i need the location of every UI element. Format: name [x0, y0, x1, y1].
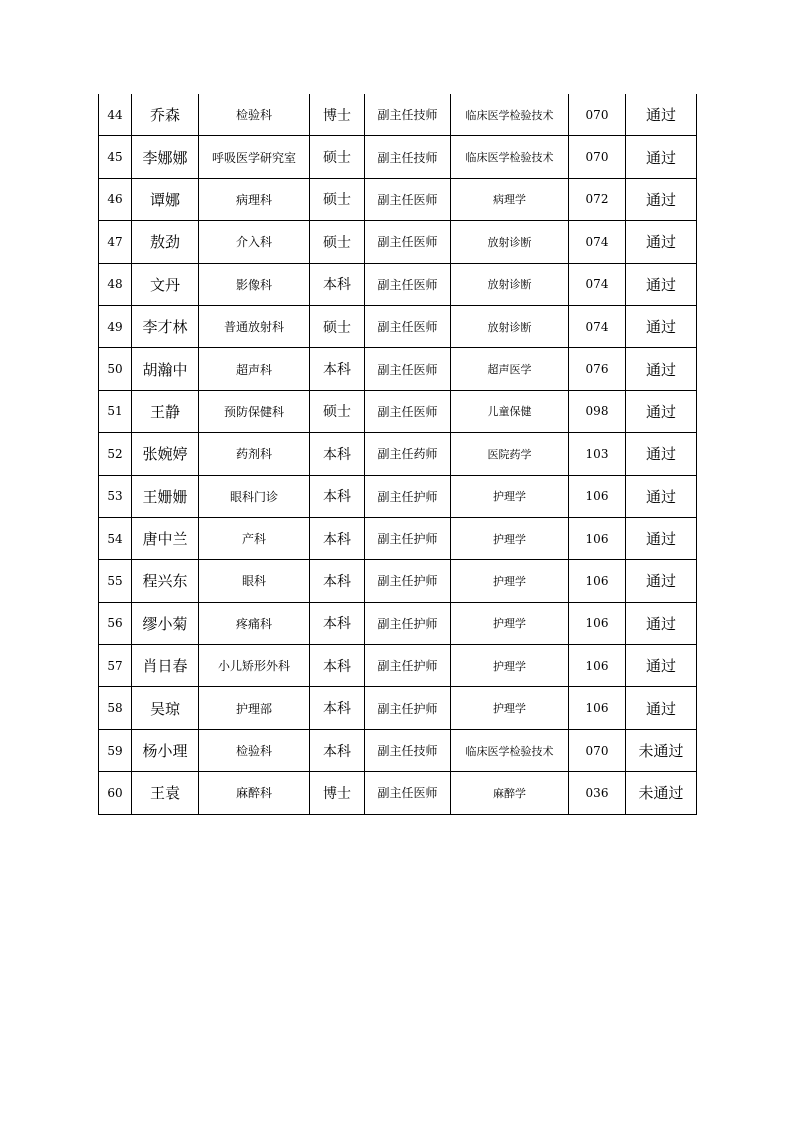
specialty-cell: 护理学	[451, 475, 569, 517]
department-cell: 产科	[199, 517, 310, 559]
code-cell: 072	[569, 178, 626, 220]
row-number: 49	[99, 305, 132, 347]
title-cell: 副主任医师	[365, 348, 451, 390]
result-cell: 通过	[626, 94, 697, 136]
specialty-cell: 放射诊断	[451, 221, 569, 263]
specialty-cell: 护理学	[451, 517, 569, 559]
table-row	[99, 263, 697, 305]
row-number: 54	[99, 517, 132, 559]
code-cell: 076	[569, 348, 626, 390]
code-cell: 074	[569, 263, 626, 305]
row-number: 53	[99, 475, 132, 517]
name-cell: 王静	[132, 390, 199, 432]
code-cell: 070	[569, 729, 626, 771]
title-cell: 副主任医师	[365, 305, 451, 347]
row-number: 57	[99, 645, 132, 687]
row-number: 47	[99, 221, 132, 263]
title-cell: 副主任护师	[365, 645, 451, 687]
department-cell: 病理科	[199, 178, 310, 220]
department-cell: 预防保健科	[199, 390, 310, 432]
title-cell: 副主任技师	[365, 94, 451, 136]
table-row	[99, 729, 697, 771]
department-cell: 呼吸医学研究室	[199, 136, 310, 178]
table-row	[99, 517, 697, 559]
department-cell: 普通放射科	[199, 305, 310, 347]
education-cell: 博士	[310, 772, 365, 814]
name-cell: 缪小菊	[132, 602, 199, 644]
result-cell: 通过	[626, 348, 697, 390]
code-cell: 036	[569, 772, 626, 814]
title-cell: 副主任药师	[365, 433, 451, 475]
code-cell: 074	[569, 305, 626, 347]
candidate-table	[98, 94, 697, 815]
title-cell: 副主任医师	[365, 178, 451, 220]
name-cell: 杨小理	[132, 729, 199, 771]
title-cell: 副主任护师	[365, 475, 451, 517]
department-cell: 影像科	[199, 263, 310, 305]
table-row	[99, 94, 697, 136]
result-cell: 通过	[626, 560, 697, 602]
row-number: 44	[99, 94, 132, 136]
code-cell: 103	[569, 433, 626, 475]
education-cell: 硕士	[310, 390, 365, 432]
result-cell: 通过	[626, 433, 697, 475]
result-cell: 通过	[626, 136, 697, 178]
title-cell: 副主任护师	[365, 560, 451, 602]
row-number: 56	[99, 602, 132, 644]
result-cell: 通过	[626, 263, 697, 305]
specialty-cell: 儿童保健	[451, 390, 569, 432]
row-number: 51	[99, 390, 132, 432]
name-cell: 程兴东	[132, 560, 199, 602]
education-cell: 本科	[310, 348, 365, 390]
department-cell: 介入科	[199, 221, 310, 263]
education-cell: 本科	[310, 433, 365, 475]
specialty-cell: 护理学	[451, 602, 569, 644]
code-cell: 106	[569, 602, 626, 644]
department-cell: 麻醉科	[199, 772, 310, 814]
row-number: 46	[99, 178, 132, 220]
result-cell: 通过	[626, 475, 697, 517]
title-cell: 副主任护师	[365, 687, 451, 729]
result-cell: 通过	[626, 305, 697, 347]
education-cell: 本科	[310, 475, 365, 517]
code-cell: 074	[569, 221, 626, 263]
table-row	[99, 221, 697, 263]
table-row	[99, 645, 697, 687]
name-cell: 肖日春	[132, 645, 199, 687]
code-cell: 098	[569, 390, 626, 432]
result-cell: 通过	[626, 687, 697, 729]
specialty-cell: 护理学	[451, 687, 569, 729]
name-cell: 张婉婷	[132, 433, 199, 475]
code-cell: 106	[569, 645, 626, 687]
table-row	[99, 560, 697, 602]
result-cell: 通过	[626, 390, 697, 432]
specialty-cell: 放射诊断	[451, 305, 569, 347]
row-number: 48	[99, 263, 132, 305]
result-cell: 未通过	[626, 729, 697, 771]
education-cell: 本科	[310, 729, 365, 771]
table-row	[99, 136, 697, 178]
department-cell: 眼科门诊	[199, 475, 310, 517]
code-cell: 106	[569, 560, 626, 602]
specialty-cell: 麻醉学	[451, 772, 569, 814]
education-cell: 本科	[310, 602, 365, 644]
table-row	[99, 475, 697, 517]
row-number: 59	[99, 729, 132, 771]
education-cell: 本科	[310, 645, 365, 687]
row-number: 55	[99, 560, 132, 602]
name-cell: 敖劲	[132, 221, 199, 263]
specialty-cell: 临床医学检验技术	[451, 729, 569, 771]
row-number: 60	[99, 772, 132, 814]
name-cell: 吴琼	[132, 687, 199, 729]
name-cell: 乔森	[132, 94, 199, 136]
result-cell: 通过	[626, 645, 697, 687]
result-cell: 通过	[626, 178, 697, 220]
name-cell: 文丹	[132, 263, 199, 305]
code-cell: 106	[569, 517, 626, 559]
specialty-cell: 护理学	[451, 560, 569, 602]
name-cell: 王袁	[132, 772, 199, 814]
education-cell: 硕士	[310, 305, 365, 347]
table-row	[99, 390, 697, 432]
name-cell: 胡瀚中	[132, 348, 199, 390]
row-number: 50	[99, 348, 132, 390]
department-cell: 检验科	[199, 729, 310, 771]
table-row	[99, 305, 697, 347]
department-cell: 药剂科	[199, 433, 310, 475]
title-cell: 副主任医师	[365, 772, 451, 814]
row-number: 52	[99, 433, 132, 475]
title-cell: 副主任技师	[365, 136, 451, 178]
result-cell: 通过	[626, 602, 697, 644]
education-cell: 本科	[310, 560, 365, 602]
education-cell: 本科	[310, 263, 365, 305]
table-row	[99, 687, 697, 729]
code-cell: 070	[569, 136, 626, 178]
specialty-cell: 临床医学检验技术	[451, 136, 569, 178]
department-cell: 疼痛科	[199, 602, 310, 644]
name-cell: 唐中兰	[132, 517, 199, 559]
table-row	[99, 178, 697, 220]
row-number: 58	[99, 687, 132, 729]
specialty-cell: 病理学	[451, 178, 569, 220]
education-cell: 博士	[310, 94, 365, 136]
department-cell: 超声科	[199, 348, 310, 390]
title-cell: 副主任护师	[365, 602, 451, 644]
name-cell: 李才林	[132, 305, 199, 347]
department-cell: 检验科	[199, 94, 310, 136]
education-cell: 硕士	[310, 221, 365, 263]
name-cell: 谭娜	[132, 178, 199, 220]
name-cell: 王姗姗	[132, 475, 199, 517]
row-number: 45	[99, 136, 132, 178]
title-cell: 副主任医师	[365, 263, 451, 305]
table-row	[99, 433, 697, 475]
title-cell: 副主任技师	[365, 729, 451, 771]
result-cell: 通过	[626, 221, 697, 263]
code-cell: 106	[569, 475, 626, 517]
title-cell: 副主任医师	[365, 390, 451, 432]
education-cell: 硕士	[310, 178, 365, 220]
code-cell: 070	[569, 94, 626, 136]
department-cell: 小儿矫形外科	[199, 645, 310, 687]
education-cell: 本科	[310, 687, 365, 729]
specialty-cell: 超声医学	[451, 348, 569, 390]
table-row	[99, 602, 697, 644]
table-row	[99, 348, 697, 390]
table-row	[99, 772, 697, 814]
table-body	[99, 94, 697, 814]
education-cell: 硕士	[310, 136, 365, 178]
title-cell: 副主任护师	[365, 517, 451, 559]
department-cell: 眼科	[199, 560, 310, 602]
education-cell: 本科	[310, 517, 365, 559]
specialty-cell: 临床医学检验技术	[451, 94, 569, 136]
result-cell: 通过	[626, 517, 697, 559]
name-cell: 李娜娜	[132, 136, 199, 178]
department-cell: 护理部	[199, 687, 310, 729]
specialty-cell: 放射诊断	[451, 263, 569, 305]
code-cell: 106	[569, 687, 626, 729]
specialty-cell: 护理学	[451, 645, 569, 687]
result-cell: 未通过	[626, 772, 697, 814]
specialty-cell: 医院药学	[451, 433, 569, 475]
title-cell: 副主任医师	[365, 221, 451, 263]
